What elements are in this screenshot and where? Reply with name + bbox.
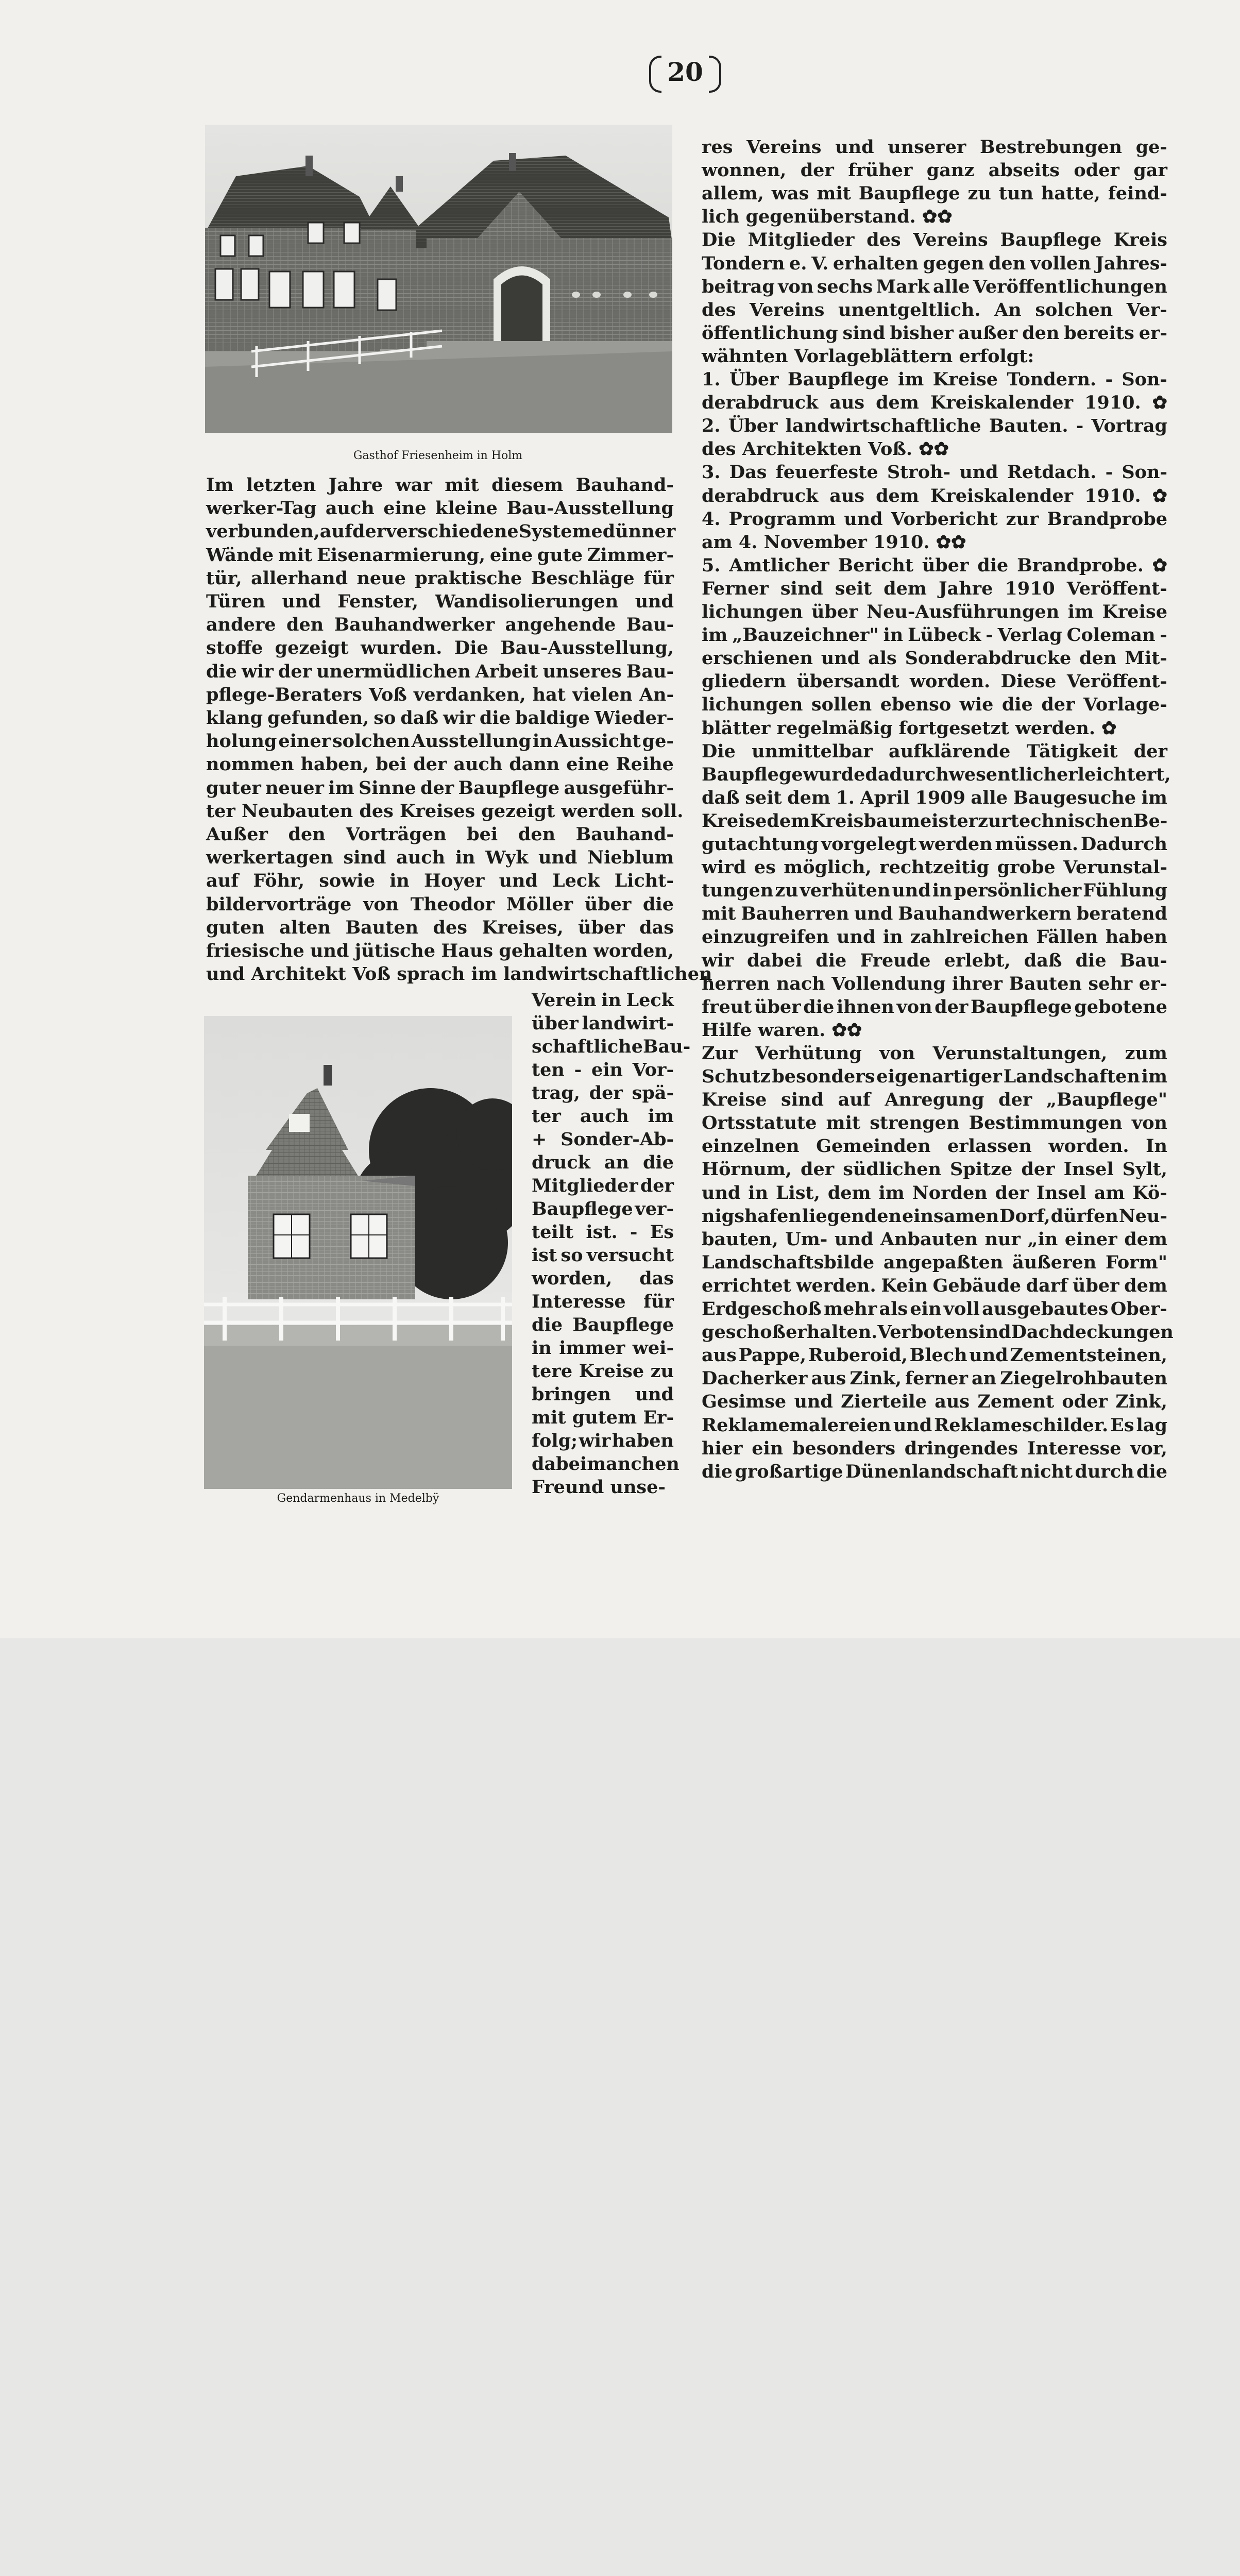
text-line: auf Föhr, sowie in Hoyer und Leck Licht-	[206, 870, 674, 892]
text-line: mit Bauherren und Bauhandwerkern beratend	[702, 903, 1167, 925]
text-line: Zur Verhütung von Verunstaltungen, zum	[702, 1042, 1167, 1064]
text-line: friesische und jütische Haus gehalten worden,	[206, 940, 674, 961]
text-line: wonnen, der früher ganz abseits oder gar	[702, 160, 1167, 181]
text-line: die wir der unermüdlichen Arbeit unseres Bau-	[206, 660, 674, 682]
text-line: Verein in Leck	[532, 990, 674, 1011]
footer-bar	[0, 1638, 1240, 1726]
text-line: stoffe gezeigt wurden. Die Bau-Ausstellung,	[206, 637, 674, 659]
text-line: Die Mitglieder des Vereins Baupflege Kreis	[702, 229, 1167, 251]
text-line: bringen und	[532, 1384, 674, 1405]
text-line: Hilfe waren. ✿✿	[702, 1019, 862, 1041]
text-line: lichungen über Neu-Ausführungen im Kreise	[702, 601, 1167, 622]
text-line: tür, allerhand neue praktische Beschläge für	[206, 567, 674, 589]
text-line: Ortsstatute mit strengen Bestimmungen von	[702, 1112, 1167, 1134]
text-line: klang gefunden, so daß wir die baldige Wieder-	[206, 707, 674, 728]
text-line: andere den Bauhandwerker angehende Bau-	[206, 614, 674, 636]
text-line: einzelnen Gemeinden erlassen worden. In	[702, 1136, 1167, 1157]
text-line: werkertagen sind auch in Wyk und Nieblum	[206, 847, 674, 869]
text-line: Außer den Vorträgen bei den Bauhand-	[206, 824, 674, 845]
text-line: Ferner sind seit dem Jahre 1910 Veröffent-	[702, 578, 1167, 599]
text-line: aus Pappe, Ruberoid, Blech und Zementsteinen,	[702, 1345, 1167, 1366]
bottom-photo-caption: Gendarmenhaus in Medelbÿ	[277, 1492, 439, 1505]
text-line: Tondern e. V. erhalten gegen den vollen Jahres-	[702, 252, 1167, 274]
text-line: + Sonder-Ab-	[532, 1129, 674, 1150]
text-line: die großartige Dünenlandschaft nicht durch die	[702, 1461, 1167, 1482]
text-line: Baupflege wurde dadurch wesentlich erleichtert,	[702, 764, 1171, 785]
page-number: 20	[652, 52, 718, 93]
text-line: wird es möglich, rechtzeitig grobe Verunstal-	[702, 857, 1167, 878]
text-line: und in List, dem im Norden der Insel am Kö-	[702, 1182, 1167, 1204]
text-line: gliedern übersandt worden. Diese Veröffent-	[702, 671, 1167, 692]
text-line: wir dabei die Freude erlebt, daß die Bau-	[702, 950, 1167, 971]
text-line: werker-Tag auch eine kleine Bau-Ausstellung	[206, 498, 674, 519]
text-line: Die unmittelbar aufklärende Tätigkeit der	[702, 740, 1167, 762]
text-line: wähnten Vorlageblättern erfolgt:	[702, 345, 1034, 367]
text-line: Schutz besonders eigenartiger Landschaften im	[702, 1066, 1167, 1087]
text-line: des Architekten Voß. ✿✿	[702, 438, 949, 460]
text-line: ist so versucht	[532, 1245, 674, 1266]
text-line: bauten, Um- und Anbauten nur „in einer dem	[702, 1228, 1167, 1250]
text-line: derabdruck aus dem Kreiskalender 1910. ✿	[702, 392, 1167, 414]
text-line: guten alten Bauten des Kreises, über das	[206, 917, 674, 938]
text-line: herren nach Vollendung ihrer Bauten sehr er-	[702, 973, 1167, 994]
text-line: Türen und Fenster, Wandisolierungen und	[206, 591, 674, 612]
text-line: die Baupflege	[532, 1314, 674, 1335]
text-line: Mitglieder der	[532, 1175, 674, 1196]
text-line: Im letzten Jahre war mit diesem Bauhand-	[206, 474, 674, 496]
text-line: tere Kreise zu	[532, 1361, 674, 1382]
text-line: 5. Amtlicher Bericht über die Brandprobe. ✿	[702, 554, 1167, 576]
text-line: Reklamemalereien und Reklameschilder. Es lag	[702, 1414, 1167, 1436]
text-line: einzugreifen und in zahlreichen Fällen haben	[702, 926, 1167, 948]
text-line: Hörnum, der südlichen Spitze der Insel Sylt,	[702, 1159, 1167, 1180]
text-line: tungen zu verhüten und in persönlicher Fühlung	[702, 880, 1167, 902]
text-line: pflege-Beraters Voß verdanken, hat vielen An-	[206, 684, 674, 705]
text-line: beitrag von sechs Mark alle Veröffentlichungen	[702, 276, 1167, 297]
text-line: ter Neubauten des Kreises gezeigt werden soll.	[206, 800, 684, 822]
photo-gasthof-friesenheim	[205, 125, 672, 433]
text-line: mit gutem Er-	[532, 1407, 674, 1428]
text-line: 2. Über landwirtschaftliche Bauten. - Vortrag	[702, 415, 1167, 437]
text-line: Kreise dem Kreisbaumeister zur technischen Be-	[702, 810, 1168, 832]
text-line: Wände mit Eisenarmierung, eine gute Zimmer-	[206, 544, 674, 566]
text-line: guter neuer im Sinne der Baupflege ausgeführ-	[206, 777, 674, 799]
text-line: in immer wei-	[532, 1337, 674, 1359]
text-line: geschoß erhalten. Verboten sind Dachdeckungen	[702, 1321, 1174, 1343]
gasthof-building-image	[205, 125, 672, 433]
text-line: und Architekt Voß sprach im landwirtschaftlichen	[206, 963, 712, 985]
text-line: Dacherker aus Zink, ferner an Ziegelrohbauten	[702, 1368, 1167, 1389]
text-line: erschienen und als Sonderabdrucke den Mit-	[702, 648, 1167, 669]
text-line: verbunden, auf der verschiedene Systeme dünner	[206, 521, 676, 543]
text-line: 4. Programm und Vorbericht zur Brandprobe	[702, 508, 1167, 530]
text-line: bildervorträge von Theodor Möller über die	[206, 893, 674, 915]
text-line: ter auch im	[532, 1106, 674, 1127]
text-line: Erdgeschoß mehr als ein voll ausgebautes Ober-	[702, 1298, 1167, 1319]
photo-gendarmenhaus	[204, 1016, 512, 1489]
text-line: worden, das	[532, 1268, 674, 1289]
text-line: druck an die	[532, 1152, 674, 1173]
text-line: lichungen sollen ebenso wie die der Vorlage-	[702, 694, 1167, 716]
text-line: daß seit dem 1. April 1909 alle Baugesuche im	[702, 787, 1167, 808]
text-line: holung einer solchen Ausstellung in Aussicht ge-	[206, 731, 674, 752]
text-line: Gesimse und Zierteile aus Zement oder Zink,	[702, 1391, 1167, 1413]
text-line: Baupflege ver-	[532, 1198, 674, 1219]
text-line: 1. Über Baupflege im Kreise Tondern. - Son-	[702, 369, 1167, 390]
text-line: allem, was mit Baupflege zu tun hatte, feind-	[702, 183, 1167, 205]
text-line: derabdruck aus dem Kreiskalender 1910. ✿	[702, 485, 1167, 506]
text-line: lich gegenüberstand. ✿✿	[702, 206, 953, 228]
text-line: des Vereins unentgeltlich. An solchen Ver-	[702, 299, 1167, 320]
text-line: Freund unse-	[532, 1477, 666, 1498]
text-line: hier ein besonders dringendes Interesse vor,	[702, 1437, 1167, 1459]
top-photo-caption: Gasthof Friesenheim in Holm	[353, 449, 523, 462]
text-line: Landschaftsbilde angepaßten äußeren Form"	[702, 1251, 1167, 1273]
text-line: schaftliche Bau-	[532, 1036, 691, 1057]
gendarmenhaus-image	[204, 1016, 512, 1489]
text-line: dabei manchen	[532, 1453, 680, 1475]
text-line: teilt ist. - Es	[532, 1222, 674, 1243]
text-line: folg; wir haben	[532, 1430, 674, 1451]
text-line: errichtet werden. Kein Gebäude darf über dem	[702, 1275, 1167, 1296]
text-line: Interesse für	[532, 1291, 674, 1312]
text-line: im „Bauzeichner" in Lübeck - Verlag Coleman -	[702, 624, 1167, 646]
text-line: öffentlichung sind bisher außer den bereits er-	[702, 322, 1167, 344]
text-line: nigshafen liegenden einsamen Dorf, dürfen Neu-	[702, 1205, 1167, 1227]
text-line: Kreise sind auf Anregung der „Baupflege"	[702, 1089, 1167, 1111]
text-line: freut über die ihnen von der Baupflege gebotene	[702, 996, 1167, 1018]
text-line: 3. Das feuerfeste Stroh- und Retdach. - Son-	[702, 462, 1167, 483]
text-line: nommen haben, bei der auch dann eine Reihe	[206, 754, 674, 775]
text-line: ten - ein Vor-	[532, 1059, 674, 1080]
text-line: gutachtung vorgelegt werden müssen. Dadurch	[702, 834, 1167, 855]
text-line: res Vereins und unserer Bestrebungen ge-	[702, 137, 1167, 158]
text-line: blätter regelmäßig fortgesetzt werden. ✿	[702, 717, 1117, 739]
text-line: trag, der spä-	[532, 1082, 674, 1104]
text-line: über landwirt-	[532, 1013, 674, 1034]
text-line: am 4. November 1910. ✿✿	[702, 531, 966, 553]
